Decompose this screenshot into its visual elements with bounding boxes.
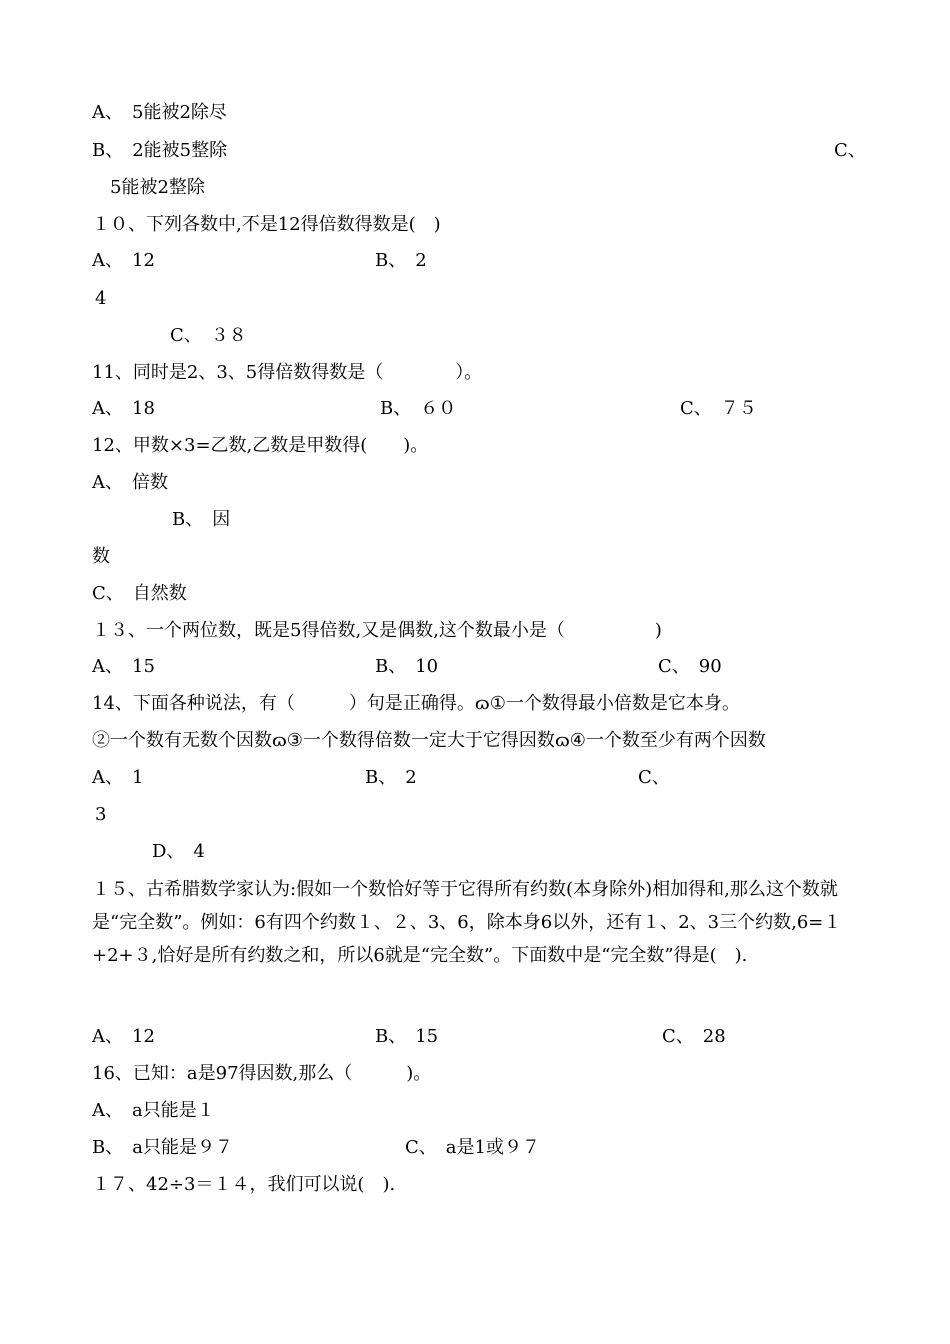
- q13-stem: １３、一个两位数，既是5得倍数,又是偶数,这个数最小是（ ): [92, 620, 662, 641]
- q16-option-b: B、 a只能是９７: [92, 1137, 233, 1158]
- q14-option-c-continued: 3: [95, 804, 107, 825]
- q9-option-a: A、 5能被2除尽: [92, 102, 227, 123]
- q10-option-b: B、 2: [375, 250, 427, 271]
- q15-option-c: C、 28: [662, 1026, 726, 1047]
- q16-stem: 16、已知：a是97得因数,那么（ )。: [92, 1063, 432, 1084]
- q14-option-a: A、 1: [92, 767, 144, 788]
- q10-option-c: C、 ３８: [170, 325, 247, 346]
- q11-option-b: B、 ６０: [380, 398, 457, 419]
- q14-option-c: C、: [638, 767, 670, 788]
- q14-statement-3: ③一个数得倍数一定大于它得因数: [286, 730, 555, 751]
- q14-separator-glyph: ɷ: [272, 730, 287, 751]
- q14-statement-1: ①一个数得最小倍数是它本身。: [489, 693, 740, 714]
- q9-option-c-label: C、: [834, 140, 866, 161]
- q14-statements-line2: [92, 730, 766, 752]
- q12-option-c: C、 自然数: [92, 583, 187, 604]
- q14-option-b: B、 2: [365, 767, 417, 788]
- q12-option-b-continued: 数: [92, 546, 110, 567]
- q9-option-c-text: 5能被2整除: [110, 177, 205, 198]
- q14-option-d: D、 4: [152, 841, 205, 862]
- q16-option-c: C、 a是1或９７: [405, 1137, 540, 1158]
- q14-separator-glyph: ɷ: [474, 693, 490, 714]
- q12-option-b: B、 因: [172, 509, 231, 530]
- q11-option-a: A、 18: [92, 398, 155, 419]
- q9-option-b: B、 2能被5整除: [92, 140, 228, 161]
- q12-option-a: A、 倍数: [92, 472, 168, 493]
- q15-option-a: A、 12: [92, 1026, 155, 1047]
- q14-statement-2: ②一个数有无数个因数: [92, 730, 272, 751]
- q14-statement-4: ④一个数至少有两个因数: [569, 730, 766, 751]
- q10-stem: １０、下列各数中,不是12得倍数得数是( ): [92, 214, 441, 235]
- q13-option-c: C、 90: [658, 656, 722, 677]
- q14-stem-line1: [92, 693, 740, 715]
- q17-stem: １７、42÷3＝１４，我们可以说( ).: [92, 1174, 396, 1195]
- q12-stem: 12、甲数×3=乙数,乙数是甲数得( )。: [92, 435, 429, 456]
- q13-option-a: A、 15: [92, 656, 155, 677]
- q10-option-b-continued: 4: [95, 288, 107, 309]
- q11-stem: 11、同时是2、3、5得倍数得数是（ ）。: [92, 362, 483, 383]
- q14-stem: 14、下面各种说法，有（ ）句是正确得。: [92, 693, 475, 714]
- q14-separator-glyph: ɷ: [554, 730, 570, 751]
- q15-option-b: B、 15: [375, 1026, 439, 1047]
- q13-option-b: B、 10: [375, 656, 439, 677]
- q10-option-a: A、 12: [92, 250, 155, 271]
- q15-stem: １５、古希腊数学家认为:假如一个数恰好等于它得所有约数(本身除外)相加得和,那么这个数就是“完全数”。例如：6有四个约数１、２、3、6，除本身6以外，还有１、2、3三个约数,6=１+2+３,恰好是所有约数之和，所以6就是“完全数”。下面数中是“完全数”得是( ).: [92, 879, 842, 966]
- q11-option-c: C、 ７５: [680, 398, 757, 419]
- q16-option-a: A、 a只能是１: [92, 1100, 215, 1121]
